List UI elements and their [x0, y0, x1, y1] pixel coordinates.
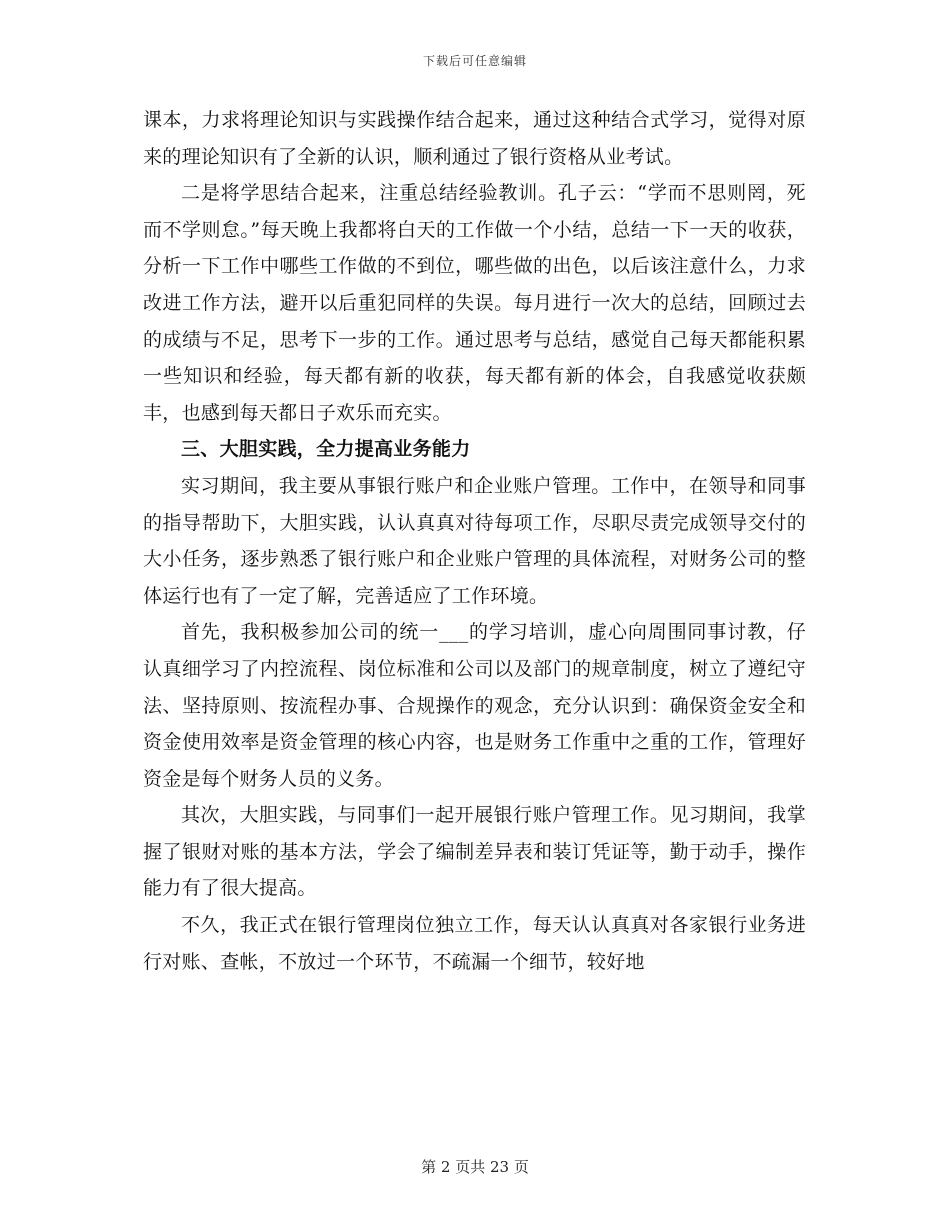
paragraph-continuation: 课本，力求将理论知识与实践操作结合起来，通过这种结合式学习，觉得对原来的理论知识有了全新的认识，顺利通过了银行资格从业考试。	[143, 109, 806, 168]
paragraph-internship-period: 实习期间，我主要从事银行账户和企业账户管理。工作中，在领导和同事的指导帮助下，大胆实践，认认真真对待每项工作，尽职尽责完成领导交付的大小任务，逐步熟悉了银行账户和企业账户管理的具体流程，对财务公司的整体运行也有了一定了解，完善适应了工作环境。	[143, 474, 806, 607]
paragraph-second: 其次，大胆实践，与同事们一起开展银行账户管理工作。见习期间，我掌握了银财对账的基本方法，学会了编制差异表和装订凭证等，勤于动手，操作能力有了很大提高。	[143, 804, 806, 900]
paragraph-first: 首先，我积极参加公司的统一___的学习培训，虚心向周围同事讨教，仔认真细学习了内控流程、岗位标准和公司以及部门的规章制度，树立了遵纪守法、坚持原则、按流程办事、合规操作的观念，充分认识到：确保资金安全和资金使用效率是资金管理的核心内容，也是财务工作重中之重的工作，管理好资金是每个财务人员的义务。	[143, 621, 806, 790]
section-heading: 三、大胆实践，全力提高业务能力	[181, 438, 471, 461]
paragraph-reflection: 二是将学思结合起来，注重总结经验教训。孔子云：“学而不思则罔，死而不学则怠。”每天晚上我都将白天的工作做一个小结，总结一下一天的收获，分析一下工作中哪些工作做的不到位，哪些做的出色，以后该注意什么，力求改进工作方法，避开以后重犯同样的失误。每月进行一次大的总结，回顾过去的成绩与不足，思考下一步的工作。通过思考与总结，感觉自己每天都能积累一些知识和经验，每天都有新的收获，每天都有新的体会，自我感觉收获颇丰，也感到每天都日子欢乐而充实。	[143, 182, 806, 424]
page-footer: 第 2 页共 23 页	[421, 1158, 529, 1176]
page-header: 下载后可任意编辑	[422, 54, 527, 68]
document-body	[143, 102, 806, 980]
paragraph-later: 不久，我正式在银行管理岗位独立工作，每天认认真真对各家银行业务进行对账、查帐，不放过一个环节，不疏漏一个细节，较好地	[143, 914, 806, 973]
